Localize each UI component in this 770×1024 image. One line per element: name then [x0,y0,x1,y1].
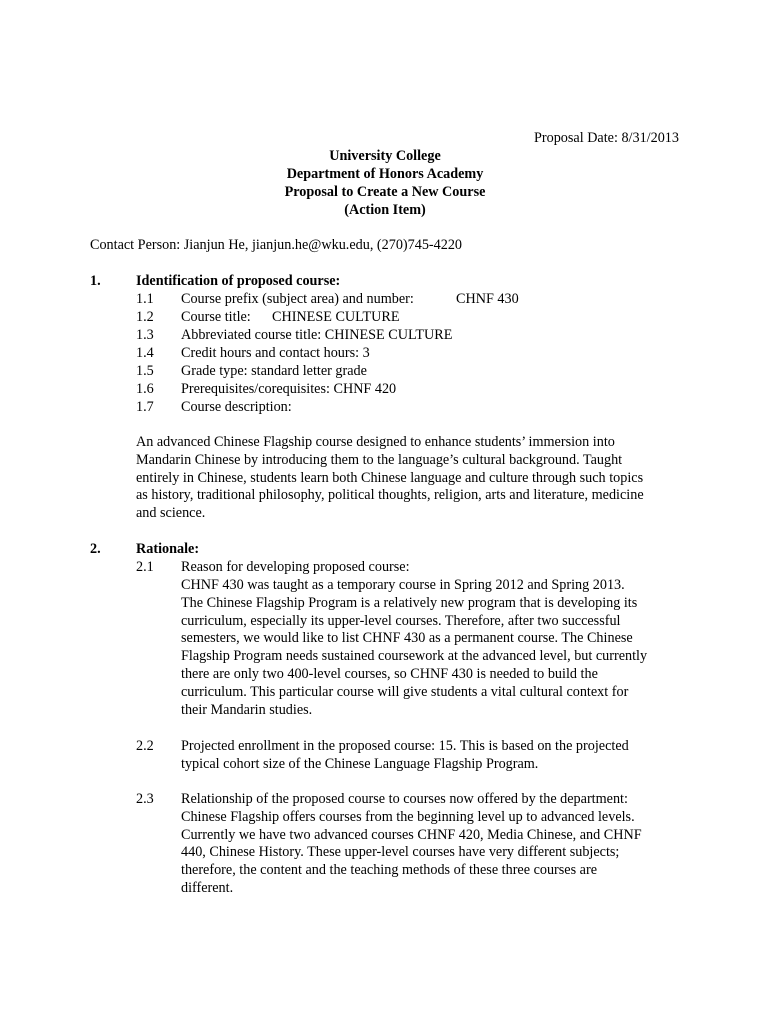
item-2-3-line: Currently we have two advanced courses CHNF 420, Media Chinese, and CHNF [181,826,642,843]
item-2-3-line: 440, Chinese History. These upper-level courses have very different subjects; [181,844,620,861]
item-1-2-value: CHINESE CULTURE [272,309,400,325]
item-1-2-text: Course title: [181,309,251,325]
item-1-6-number: 1.6 [136,381,154,397]
item-1-4-number: 1.4 [136,345,154,361]
item-1-6-text: Prerequisites/corequisites: CHNF 420 [181,381,397,397]
item-2-1-line: The Chinese Flagship Program is a relatively new program that is developing its [181,594,638,611]
item-2-3-line: different. [181,879,234,896]
item-2-3-line: Relationship of the proposed course to courses now offered by the department: [181,791,628,807]
item-1-7-number: 1.7 [136,399,154,415]
course-description-line: and science. [136,505,206,522]
item-2-1-line: curriculum, especially its upper-level courses. Therefore, after two successful [181,612,621,629]
course-description-line: Mandarin Chinese by introducing them to the language’s cultural background. Taught [136,451,623,468]
section-1-number: 1. [90,273,101,289]
item-2-3-line: Chinese Flagship offers courses from the beginning level up to advanced levels. [181,808,635,825]
section-2-number: 2. [90,541,101,557]
header-proposal-title: Proposal to Create a New Course [284,184,486,200]
item-2-1-line: their Mandarin studies. [181,701,313,718]
course-description [136,434,644,523]
item-1-1-value: CHNF 430 [456,291,519,307]
section-2-title: Rationale: [136,541,200,557]
item-2-1-line: semesters, we would like to list CHNF 430 as a permanent course. The Chinese [181,630,633,647]
item-2-1-heading: Reason for developing proposed course: [181,559,410,575]
item-2-2-number: 2.2 [136,738,154,754]
proposal-date: Proposal Date: 8/31/2013 [533,130,679,146]
header-university-college: University College [329,148,441,164]
item-1-7-text: Course description: [181,399,292,415]
course-description-line: as history, traditional philosophy, political thoughts, religion, arts and literature, medicine [136,487,644,504]
contact-person: Contact Person: Jianjun He, jianjun.he@wku.edu, (270)745-4220 [90,237,463,253]
item-1-5-number: 1.5 [136,363,154,379]
item-2-3-number: 2.3 [136,791,154,807]
item-2-1-line: Flagship Program needs sustained coursework at the advanced level, but currently [181,648,648,665]
item-1-3-number: 1.3 [136,327,154,343]
item-2-1-body [181,577,647,719]
item-2-2-line: Projected enrollment in the proposed course: 15. This is based on the projected [181,738,629,754]
item-2-2-body [181,738,629,774]
header-department: Department of Honors Academy [286,166,484,182]
item-2-2-line: typical cohort size of the Chinese Language Flagship Program. [181,755,539,772]
item-1-1-text: Course prefix (subject area) and number: [181,291,414,307]
section-1-title: Identification of proposed course: [136,273,341,289]
item-2-1-number: 2.1 [136,559,154,575]
item-2-3-line: therefore, the content and the teaching methods of these three courses are [181,862,597,879]
item-2-1-line: curriculum. This particular course will give students a vital cultural context for [181,683,629,700]
item-1-1-number: 1.1 [136,291,154,307]
item-2-3-body [181,791,642,898]
header-action-item: (Action Item) [344,202,426,218]
item-1-5-text: Grade type: standard letter grade [181,363,367,379]
item-1-2-number: 1.2 [136,309,154,325]
item-1-3-text: Abbreviated course title: CHINESE CULTURE [181,327,453,343]
item-2-1-line: CHNF 430 was taught as a temporary course in Spring 2012 and Spring 2013. [181,577,625,593]
course-description-line: entirely in Chinese, students learn both Chinese language and culture through such topics [136,469,644,486]
item-2-1-line: there are only two 400-level courses, so CHNF 430 is needed to build the [181,665,598,682]
item-1-4-text: Credit hours and contact hours: 3 [181,345,370,361]
course-description-line: An advanced Chinese Flagship course designed to enhance students’ immersion into [136,434,615,450]
